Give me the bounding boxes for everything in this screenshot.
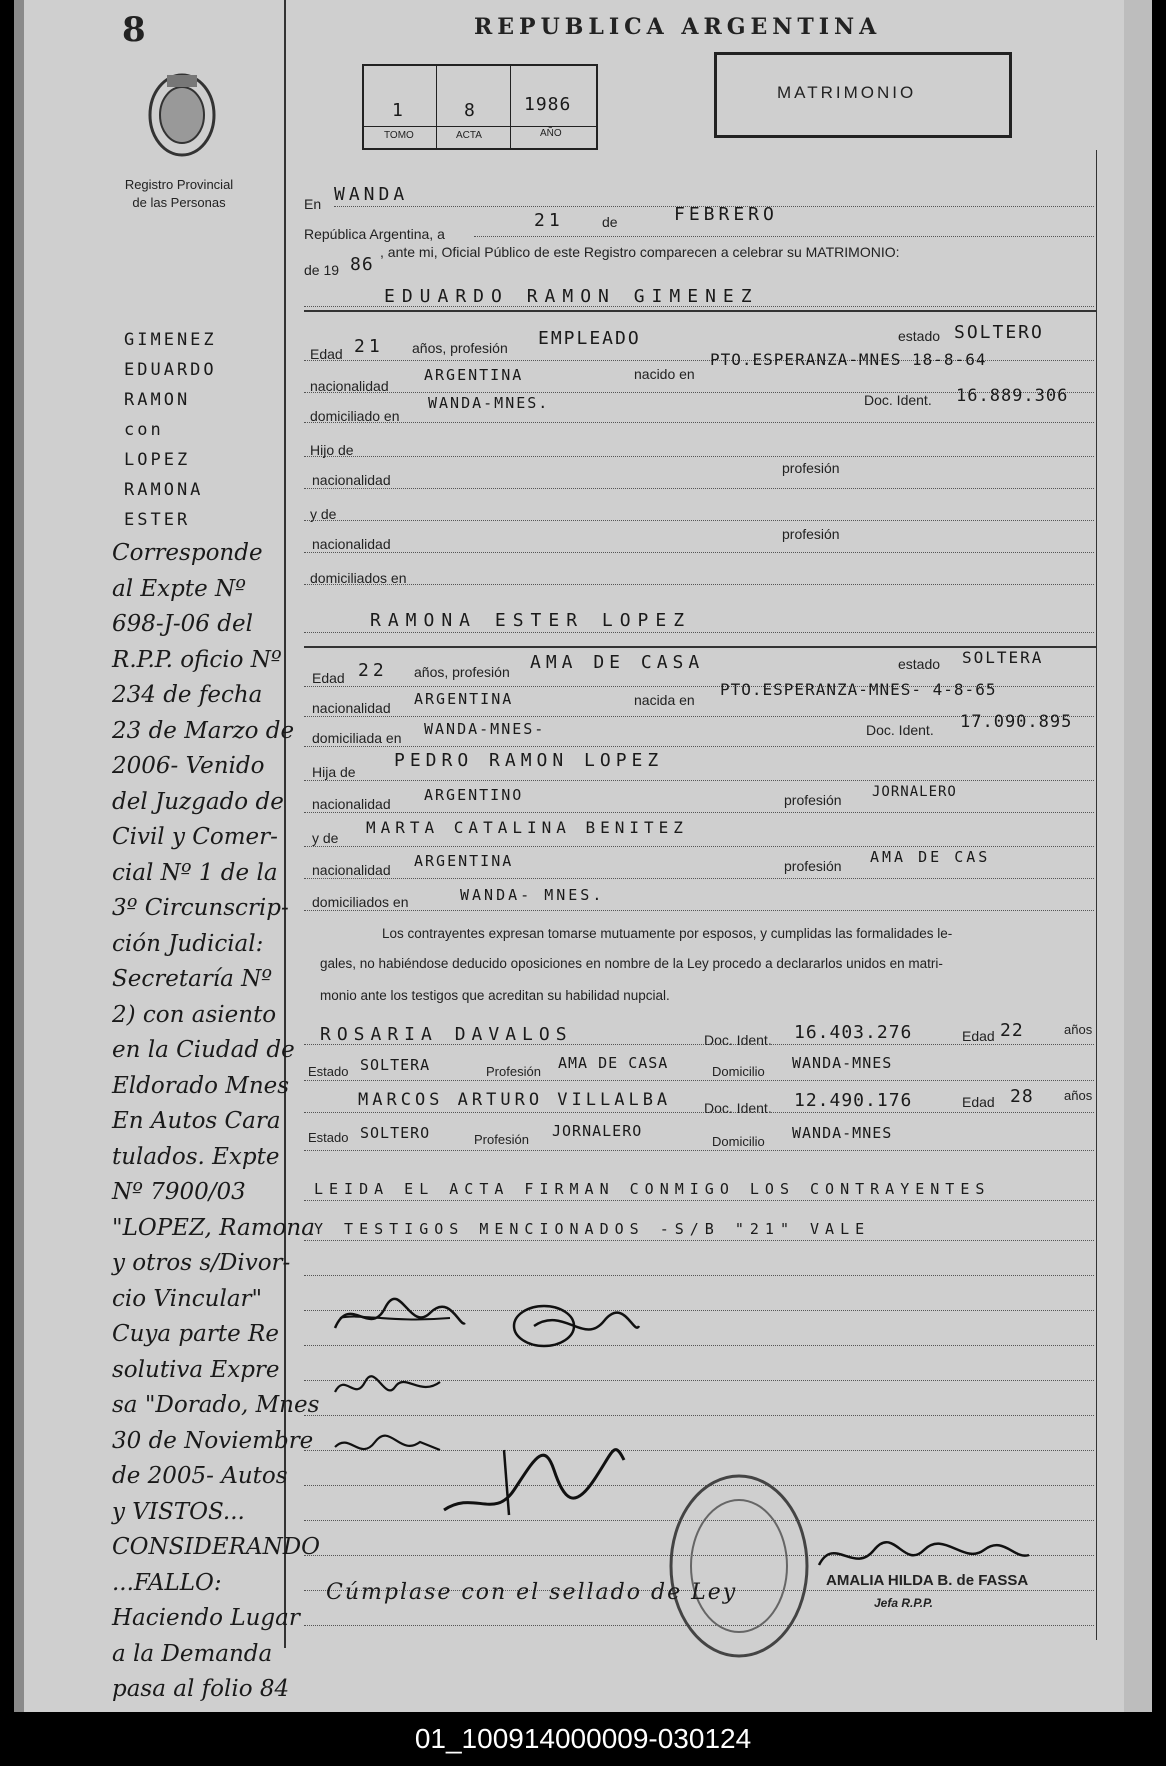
witness-1-prof-label: Profesión <box>486 1064 541 1079</box>
bride-yde-label: y de <box>312 830 339 846</box>
bride-estado-label: estado <box>898 656 941 672</box>
margin-line: RAMON <box>124 390 191 410</box>
signature-witness-2 <box>330 1422 450 1472</box>
bride-nacionalidad: ARGENTINA <box>414 690 514 708</box>
margin-line: 2) con asiento <box>112 1001 277 1028</box>
margin-line: a la Demanda <box>112 1640 273 1667</box>
bride-doc: 17.090.895 <box>960 712 1073 732</box>
year-suffix: 86 <box>350 254 374 275</box>
margin-line: sa "Dorado, Mnes <box>112 1392 320 1418</box>
groom-nacido-en: PTO.ESPERANZA-MNES 18-8-64 <box>710 350 987 369</box>
document-page <box>14 0 1152 1712</box>
signature-bride <box>504 1296 644 1356</box>
margin-line: Haciendo Lugar <box>112 1605 300 1631</box>
margin-line: 23 de Marzo de <box>112 717 295 744</box>
margin-line: 30 de Noviembre <box>112 1427 314 1454</box>
witness-1-edad: 22 <box>1000 1020 1024 1041</box>
bride-nac-madre: ARGENTINA <box>414 852 514 870</box>
bride-nac-label: nacionalidad <box>312 700 391 716</box>
groom-dom-label: domiciliado en <box>310 408 400 424</box>
month: FEBRERO <box>674 204 778 225</box>
page-number: 8 <box>122 10 146 50</box>
registry-name: Registro Provincial de las Personas <box>124 177 234 210</box>
groom-prof3-label: profesión <box>782 526 840 542</box>
margin-line: Cuya parte Re <box>112 1321 279 1347</box>
groom-name: EDUARDO RAMON GIMENEZ <box>384 286 759 307</box>
margin-line: En Autos Cara <box>112 1108 281 1134</box>
signature-groom <box>330 1288 470 1348</box>
republic-label: República Argentina, a <box>304 226 445 242</box>
bride-profesion: AMA DE CASA <box>530 652 705 673</box>
closing-line-2: Y TESTIGOS MENCIONADOS -S/B "21" VALE <box>314 1220 871 1238</box>
groom-nacionalidad: ARGENTINA <box>424 366 524 384</box>
witness-1-anos-label: años <box>1064 1022 1093 1037</box>
witness-2-prof-label: Profesión <box>474 1132 529 1147</box>
closing-line-1: LEIDA EL ACTA FIRMAN CONMIGO LOS CONTRAYENTES <box>314 1180 991 1198</box>
page-edge <box>1124 0 1152 1712</box>
witness-2-domicilio: WANDA-MNES <box>792 1124 893 1142</box>
witness-2-estado-label: Estado <box>308 1130 349 1145</box>
bride-prof3-label: profesión <box>784 858 842 874</box>
formal-line-1: Los contrayentes expresan tomarse mutuamente por esposos, y cumplidas las formalidades le- <box>382 926 953 941</box>
bride-name: RAMONA ESTER LOPEZ <box>370 610 692 631</box>
bride-hija-label: Hija de <box>312 764 356 780</box>
formal-line-3: monio ante los testigos que acreditan su habilidad nupcial. <box>320 988 670 1003</box>
margin-line: del Juzgado de <box>112 788 284 815</box>
margin-line: de 2005- Autos <box>112 1463 288 1489</box>
bride-nac2-label: nacionalidad <box>312 796 391 812</box>
bride-dom-label: domiciliada en <box>312 730 402 746</box>
acta-value: 8 <box>464 100 479 121</box>
margin-line: Civil y Comer- <box>112 824 278 850</box>
formal-line-2: gales, no habiéndose deducido oposiciones en nombre de la Ley procedo a declararlos unidos en matri- <box>320 956 943 971</box>
ano-value: 1986 <box>524 94 572 115</box>
witness-2-edad: 28 <box>1010 1086 1034 1107</box>
de-label: de <box>602 214 618 230</box>
margin-line: solutiva Expre <box>112 1356 280 1383</box>
place: WANDA <box>334 184 409 205</box>
en-label: En <box>304 196 322 212</box>
witness-2-doc: 12.490.176 <box>794 1090 913 1111</box>
groom-yde-label: y de <box>310 506 337 522</box>
groom-hijo-label: Hijo de <box>310 442 354 458</box>
coat-of-arms-icon <box>142 70 222 160</box>
margin-line: con <box>124 420 164 440</box>
witness-2-dom-label: Domicilio <box>712 1134 765 1149</box>
acta-label: ACTA <box>456 130 482 141</box>
witness-2-doc-label: Doc. Ident. <box>704 1100 772 1116</box>
witness-1-name: ROSARIA DAVALOS <box>320 1024 573 1045</box>
groom-doc-label: Doc. Ident. <box>864 392 932 408</box>
bride-padre: PEDRO RAMON LOPEZ <box>394 750 664 771</box>
bride-prof-label: años, profesión <box>414 664 510 680</box>
witness-1-edad-label: Edad <box>962 1028 995 1044</box>
margin-line: en la Ciudad de <box>112 1037 295 1063</box>
bride-prof2-label: profesión <box>784 792 842 808</box>
bride-edad: 22 <box>358 660 388 681</box>
groom-prof2-label: profesión <box>782 460 840 476</box>
margin-line: ...FALLO: <box>112 1569 222 1596</box>
bride-doc-label: Doc. Ident. <box>866 722 934 738</box>
bride-prof-madre: AMA DE CAS <box>870 848 991 866</box>
official-name: AMALIA HILDA B. de FASSA <box>826 1572 1029 1589</box>
year-prefix: de 19 <box>304 262 340 278</box>
bride-nac-padre: ARGENTINO <box>424 786 524 804</box>
margin-line: 698-J-06 del <box>112 611 253 637</box>
margin-line: y otros s/Divor- <box>112 1250 291 1276</box>
intro-text: , ante mi, Oficial Público de este Registro comparecen a celebrar su MATRIMONIO: <box>380 244 900 260</box>
bride-domicilio: WANDA-MNES- <box>424 720 546 738</box>
bride-prof-padre: JORNALERO <box>872 784 957 800</box>
ano-label: AÑO <box>540 128 562 139</box>
witness-1-dom-label: Domicilio <box>712 1064 765 1079</box>
signature-officer <box>434 1430 634 1530</box>
groom-prof-label: años, profesión <box>412 340 508 356</box>
margin-line: ción Judicial: <box>112 930 264 957</box>
groom-doms-label: domiciliados en <box>310 570 407 586</box>
right-column-rule <box>1096 150 1097 1640</box>
witness-2-name: MARCOS ARTURO VILLALBA <box>358 1090 672 1110</box>
groom-edad: 21 <box>354 336 384 357</box>
margin-line: LOPEZ <box>124 450 191 470</box>
margin-line: R.P.P. oficio Nº <box>112 646 282 673</box>
witness-2-profesion: JORNALERO <box>552 1122 643 1140</box>
witness-1-domicilio: WANDA-MNES <box>792 1054 893 1072</box>
groom-nac2-label: nacionalidad <box>312 472 391 488</box>
witness-1-estado: SOLTERA <box>360 1056 431 1074</box>
margin-line: 2006- Venido <box>112 753 265 779</box>
margin-line: pasa al folio 84 <box>112 1676 290 1702</box>
act-type-box <box>714 52 1012 138</box>
margin-line: Secretaría Nº <box>112 966 273 992</box>
bride-nacida-label: nacida en <box>634 692 695 708</box>
record-numbers-box <box>362 64 598 150</box>
margin-line: Eldorado Mnes <box>112 1072 290 1099</box>
image-id-footer: 01_100914000009-030124 <box>0 1712 1166 1766</box>
groom-domicilio: WANDA-MNES. <box>428 394 550 412</box>
margin-line: tulados. Expte <box>112 1143 280 1170</box>
margin-line: cial Nº 1 de la <box>112 859 278 886</box>
groom-edad-label: Edad <box>310 346 343 362</box>
act-type: MATRIMONIO <box>777 83 917 102</box>
bride-doms-label: domiciliados en <box>312 894 409 910</box>
official-title: Jefa R.P.P. <box>874 1596 933 1610</box>
witness-1-doc: 16.403.276 <box>794 1022 913 1043</box>
groom-estado-label: estado <box>898 328 941 344</box>
margin-line: EDUARDO <box>124 360 217 380</box>
cumplase-note: Cúmplase con el sellado de Ley <box>326 1580 738 1605</box>
witness-1-profesion: AMA DE CASA <box>558 1054 669 1072</box>
day: 21 <box>534 210 564 231</box>
binding-edge <box>14 0 24 1712</box>
margin-line: CONSIDERANDO <box>112 1534 320 1560</box>
witness-2-edad-label: Edad <box>962 1094 995 1110</box>
tomo-value: 1 <box>392 100 407 121</box>
margin-line: RAMONA <box>124 480 204 500</box>
groom-nac3-label: nacionalidad <box>312 536 391 552</box>
bride-madre: MARTA CATALINA BENITEZ <box>366 818 688 837</box>
margin-line: al Expte Nº <box>112 575 246 602</box>
witness-1-doc-label: Doc. Ident. <box>704 1032 772 1048</box>
tomo-label: TOMO <box>384 130 414 141</box>
signature-witness-1 <box>330 1362 450 1412</box>
bride-nac3-label: nacionalidad <box>312 862 391 878</box>
margin-line: "LOPEZ, Ramona <box>112 1214 315 1241</box>
margin-line: GIMENEZ <box>124 330 217 350</box>
witness-2-anos-label: años <box>1064 1088 1093 1103</box>
margin-line: 234 de fecha <box>112 682 263 708</box>
official-seal <box>664 1466 814 1666</box>
margin-line: y VISTOS... <box>112 1498 245 1525</box>
groom-nacido-label: nacido en <box>634 366 695 382</box>
groom-profesion: EMPLEADO <box>538 328 641 349</box>
bride-edad-label: Edad <box>312 670 345 686</box>
country-title: REPUBLICA ARGENTINA <box>474 14 882 40</box>
groom-nac-label: nacionalidad <box>310 378 389 394</box>
bride-estado: SOLTERA <box>962 648 1044 667</box>
groom-doc: 16.889.306 <box>956 386 1069 406</box>
bride-nacida-en: PTO.ESPERANZA-MNES- 4-8-65 <box>720 680 997 699</box>
margin-line: cio Vincular" <box>112 1285 263 1312</box>
margin-line: 3º Circunscrip- <box>112 895 289 921</box>
margin-line: Nº 7900/03 <box>112 1179 246 1205</box>
witness-2-estado: SOLTERO <box>360 1124 431 1142</box>
witness-1-estado-label: Estado <box>308 1064 349 1079</box>
bride-doms: WANDA- MNES. <box>460 886 605 904</box>
margin-line: ESTER <box>124 510 191 530</box>
groom-estado: SOLTERO <box>954 322 1044 343</box>
margin-line: Corresponde <box>112 540 263 566</box>
